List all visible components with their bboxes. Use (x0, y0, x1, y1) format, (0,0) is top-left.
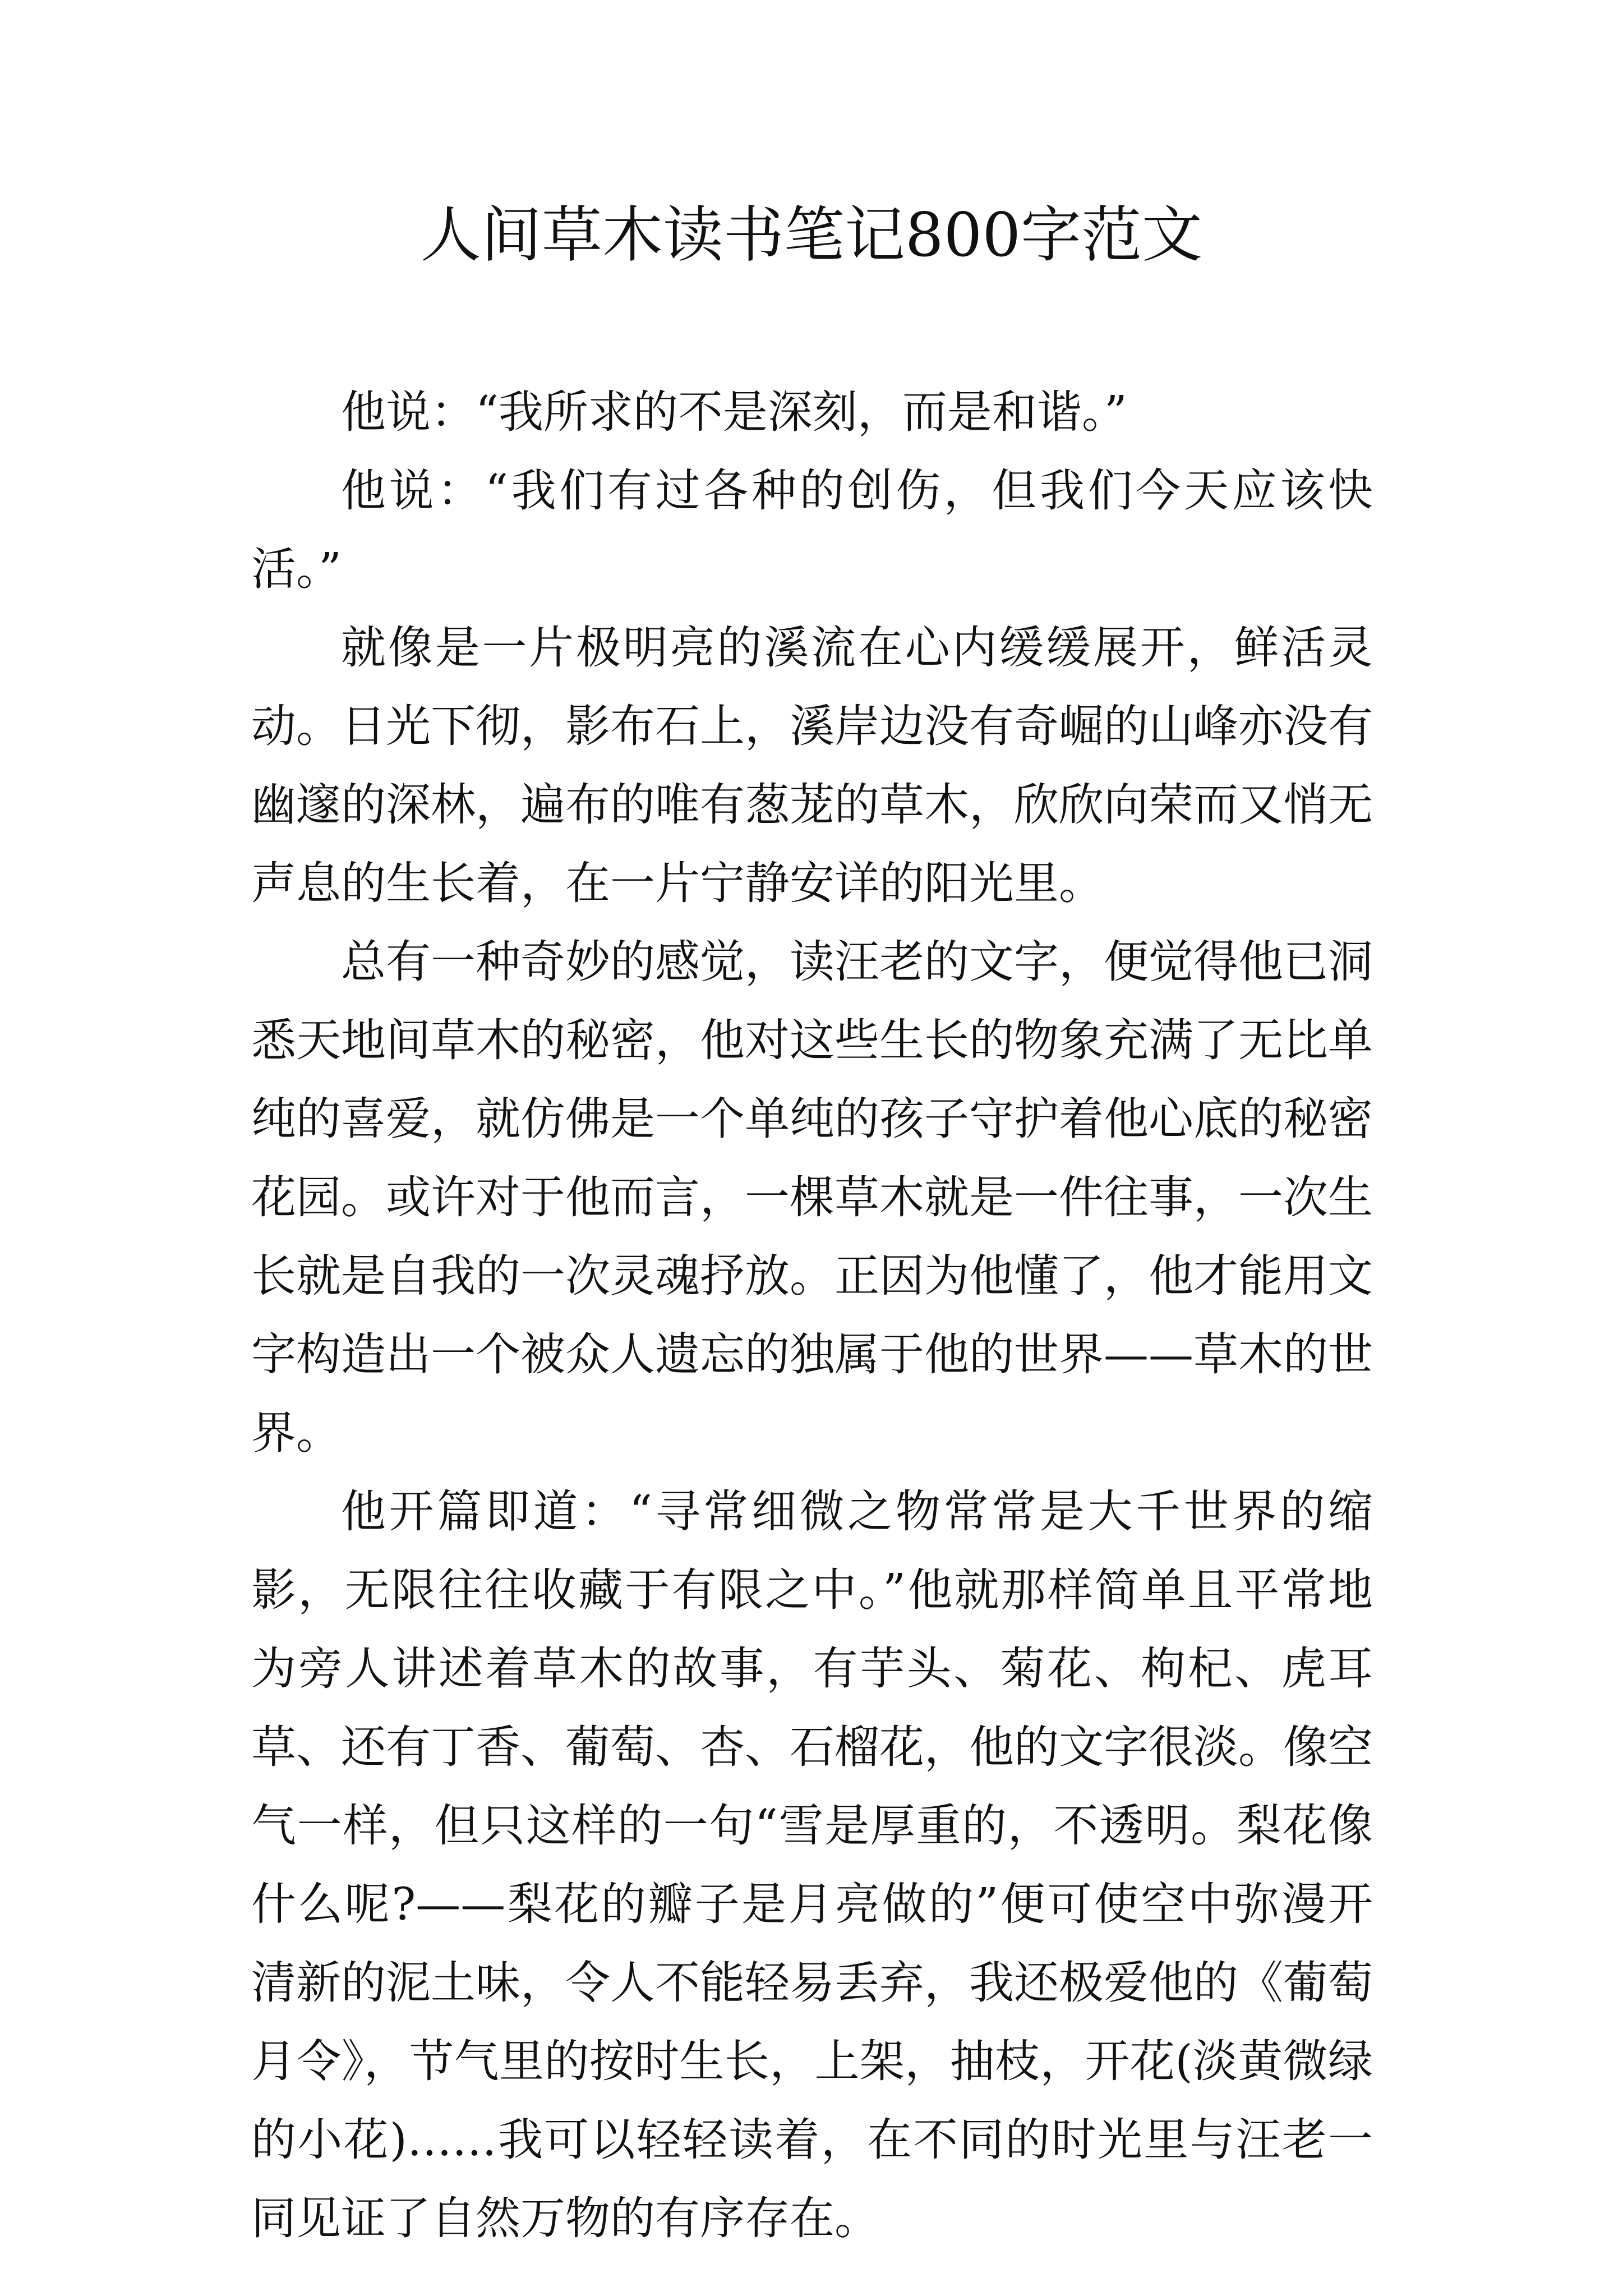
paragraph-5: 他开篇即道：“寻常细微之物常常是大千世界的缩影，无限往往收藏于有限之中。”他就那样简单且平常地为旁人讲述着草木的故事，有芋头、菊花、枸杞、虎耳草、还有丁香、葡萄、杏、石榴花，他的文字很淡。像空气一样，但只这样的一句“雪是厚重的，不透明。梨花像什么呢?——梨花的瓣子是月亮做的”便可使空中弥漫开清新的泥土味，令人不能轻易丢弃，我还极爱他的《葡萄月令》，节气里的按时生长，上架，抽枝，开花(淡黄微绿的小花)……我可以轻轻读着，在不同的时光里与汪老一同见证了自然万物的有序存在。 (251, 1485, 1373, 2244)
document-title: 人间草木读书笔记800字范文 (420, 200, 1203, 270)
paragraph-1: 他说：“我所求的不是深刻，而是和谐。” (341, 386, 1127, 438)
paragraph-3: 就像是一片极明亮的溪流在心内缓缓展开，鲜活灵动。日光下彻，影布石上，溪岸边没有奇崛的山峰亦没有幽邃的深林，遍布的唯有葱茏的草木，欣欣向荣而又悄无声息的生长着，在一片宁静安详的阳光里。 (251, 622, 1373, 909)
paragraph-4: 总有一种奇妙的感觉，读汪老的文字，便觉得他已洞悉天地间草木的秘密，他对这些生长的物象充满了无比单纯的喜爱，就仿佛是一个单纯的孩子守护着他心底的秘密花园。或许对于他而言，一棵草木就是一件往事，一次生长就是自我的一次灵魂抒放。正因为他懂了，他才能用文字构造出一个被众人遗忘的独属于他的世界——草木的世界。 (251, 936, 1373, 1459)
document-body (251, 373, 1373, 2258)
paragraph-2: 他说：“我们有过各种的创伤，但我们今天应该快活。” (251, 464, 1373, 595)
